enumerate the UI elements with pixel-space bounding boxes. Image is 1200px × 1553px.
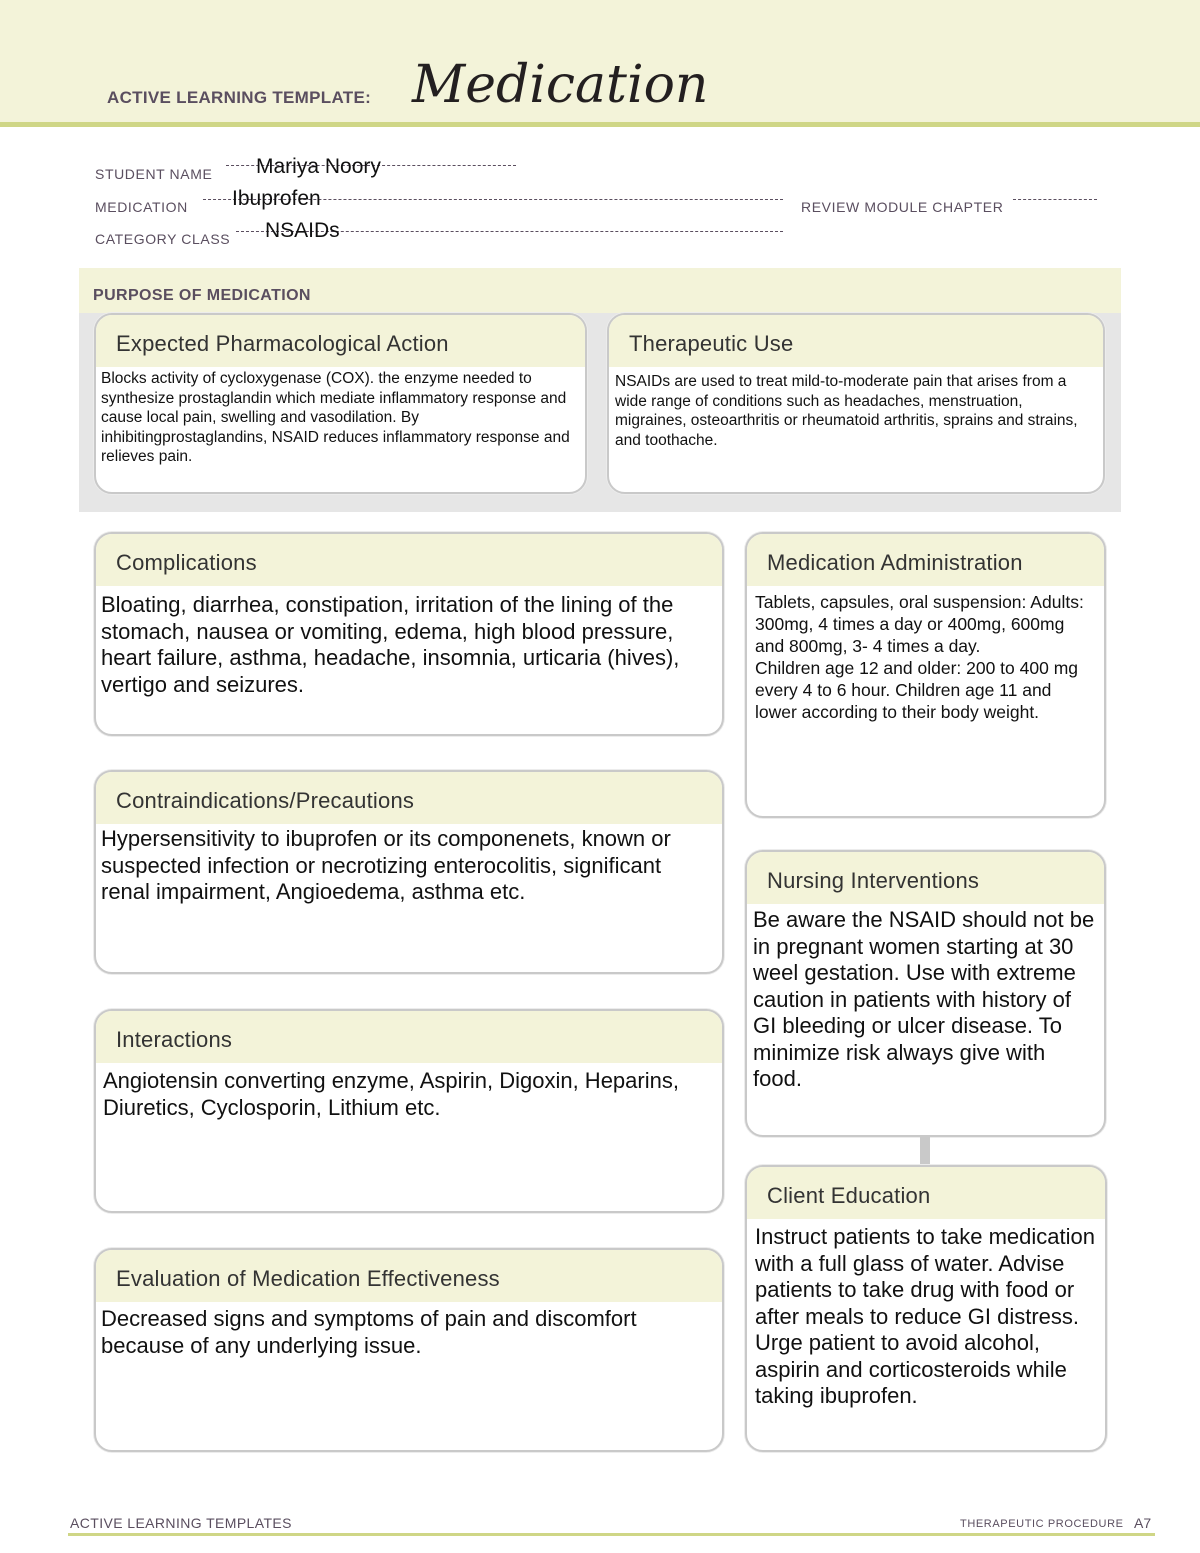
complications-text[interactable]: Bloating, diarrhea, constipation, irritation of the lining of the stomach, nausea or vomiting, edema, high blood pressure, heart failure, asthma, headache, insomnia, urticaria (hives), vertigo and seizures. [101,592,680,697]
contraindications-box [94,770,724,974]
nursing-interventions-box [745,850,1106,1137]
footer-right-label: THERAPEUTIC PROCEDURE [960,1518,1124,1530]
interactions-text[interactable]: Angiotensin converting enzyme, Aspirin, Digoxin, Heparins, Diuretics, Cyclosporin, Lithium etc. [103,1068,679,1120]
page-number: A7 [1134,1515,1152,1531]
expected-action-box [94,313,587,494]
expected-action-text[interactable]: Blocks activity of cycloxygenase (COX). the enzyme needed to synthesize prostaglandin which mediate inflammatory response and cause local pain, swelling and vasodilation. By inhibitingprostaglandins, NSAID reduces inflammatory response and relieves pain. [101,370,570,465]
medication-administration-content [747,586,1104,723]
nursing-interventions-text[interactable]: Be aware the NSAID should not be in pregnant women starting at 30 weel gestation. Use with extreme caution in patients with history of GI bleeding or ulcer disease. To minimize risk always give with food. [753,907,1095,1091]
nursing-interventions-title: Nursing Interventions [747,852,1104,904]
interactions-title: Interactions [96,1011,722,1063]
interactions-box [94,1009,724,1213]
evaluation-box [94,1248,724,1452]
evaluation-text[interactable]: Decreased signs and symptoms of pain and discomfort because of any underlying issue. [101,1306,637,1358]
review-module-field[interactable] [1013,199,1097,200]
complications-box [94,532,724,736]
category-class-field[interactable]: NSAIDs [265,219,340,242]
review-module-label: REVIEW MODULE CHAPTER [801,199,1004,215]
contraindications-title: Contraindications/Precautions [96,772,722,824]
footer-left-label: ACTIVE LEARNING TEMPLATES [70,1515,292,1531]
medication-administration-title: Medication Administration [747,534,1104,586]
student-name-field[interactable]: Mariya Noory [256,155,381,178]
purpose-label: PURPOSE OF MEDICATION [93,287,311,304]
medication-administration-box [745,532,1106,818]
complications-title: Complications [96,534,722,586]
therapeutic-use-title: Therapeutic Use [609,315,1103,367]
expected-action-title: Expected Pharmacological Action [96,315,585,367]
client-education-text[interactable]: Instruct patients to take medication with a full glass of water. Advise patients to take drug with food or after meals to reduce GI distress. Urge patient to avoid alcohol, aspirin and corticosteroids while taking ibuprofen. [755,1224,1095,1408]
page-title: Medication [412,55,709,115]
contraindications-text[interactable]: Hypersensitivity to ibuprofen or its componenets, known or suspected infection or necrotizing enterocolitis, significant renal impairment, Angioedema, asthma etc. [101,826,671,904]
therapeutic-use-text[interactable]: NSAIDs are used to treat mild-to-moderate pain that arises from a wide range of conditions such as headaches, menstruation, migraines, osteoarthritis or rheumatoid arthritis, sprains and strains, and toothache. [615,373,1078,449]
box-connector [920,1137,930,1165]
medication-label: MEDICATION [95,199,188,215]
student-name-label: STUDENT NAME [95,166,213,182]
medication-administration-text-2[interactable]: Children age 12 and older: 200 to 400 mg every 4 to 6 hour. Children age 11 and lower according to their body weight. [755,658,1079,722]
header-divider [0,122,1200,127]
evaluation-title: Evaluation of Medication Effectiveness [96,1250,722,1302]
category-class-label: CATEGORY CLASS [95,231,231,247]
medication-field[interactable]: Ibuprofen [232,187,321,210]
therapeutic-use-box [607,313,1105,494]
template-label: ACTIVE LEARNING TEMPLATE: [107,88,372,107]
medication-administration-text-1[interactable]: Tablets, capsules, oral suspension: Adults: 300mg, 4 times a day or 400mg, 600mg and 800mg, 3- 4 times a day. [755,592,1084,656]
footer-divider [68,1533,1155,1536]
client-education-title: Client Education [747,1167,1105,1219]
client-education-box [745,1165,1107,1452]
